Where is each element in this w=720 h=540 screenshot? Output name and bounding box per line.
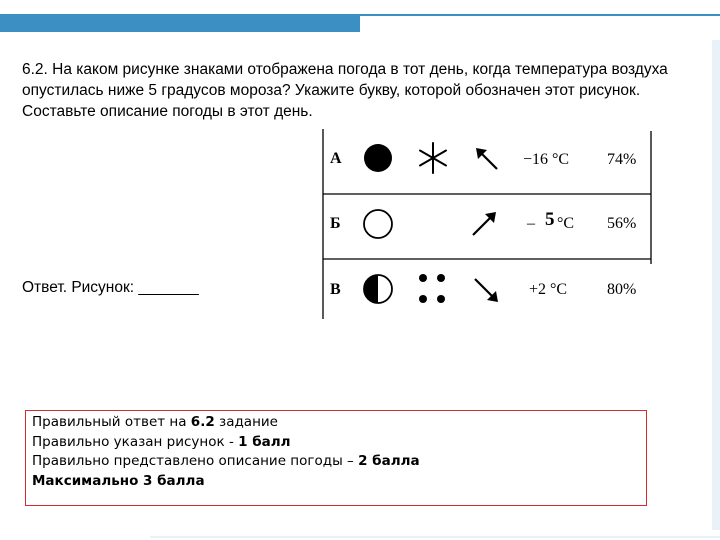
rubric-line-1: Правильный ответ на 6.2 задание xyxy=(32,414,278,430)
filled-circle-icon xyxy=(363,143,393,173)
answer-line: Ответ. Рисунок: _______ xyxy=(22,279,199,296)
row-b-label: Б xyxy=(330,215,341,232)
bottom-decor-line xyxy=(150,536,720,538)
row-v-humidity: 80% xyxy=(607,281,637,298)
row-a-humidity: 74% xyxy=(607,151,637,168)
half-circle-icon xyxy=(362,273,394,305)
arrow-up-right-icon xyxy=(470,210,498,238)
rain-dots-icon xyxy=(417,272,451,306)
question-text: 6.2. На каком рисунке знаками отображена погода в тот день, когда температура воздуха опустилась ниже 5 градусов мороза? Укажите букву, которой обозначен этот рисунок. Составьте описание погоды в этот день. xyxy=(22,61,668,120)
arrow-up-left-icon xyxy=(474,146,500,172)
row-b-temp-sign: – xyxy=(527,215,535,232)
arrow-down-right-icon xyxy=(472,276,500,304)
snowflake-icon xyxy=(417,142,449,174)
row-b-temp-unit: °С xyxy=(557,215,575,232)
header-accent-bar xyxy=(0,14,360,32)
row-b-temp-number: 5 xyxy=(545,209,555,230)
row-a-temp: −16 °С xyxy=(523,151,570,168)
row-v-label: В xyxy=(330,281,341,298)
header-accent-line xyxy=(0,14,720,16)
rubric-line-3: Правильно представлено описание погоды – 2 балла xyxy=(32,453,420,469)
scoring-box xyxy=(25,410,647,506)
row-a-label: А xyxy=(330,150,342,167)
rubric-line-2: Правильно указан рисунок - 1 балл xyxy=(32,433,291,450)
weather-figure xyxy=(322,129,654,319)
right-decor-bar xyxy=(712,40,720,530)
empty-circle-icon xyxy=(362,208,394,240)
row-v-temp: +2 °С xyxy=(529,281,568,298)
rubric-line-4: Максимально 3 балла xyxy=(32,472,205,489)
row-b-humidity: 56% xyxy=(607,215,637,232)
